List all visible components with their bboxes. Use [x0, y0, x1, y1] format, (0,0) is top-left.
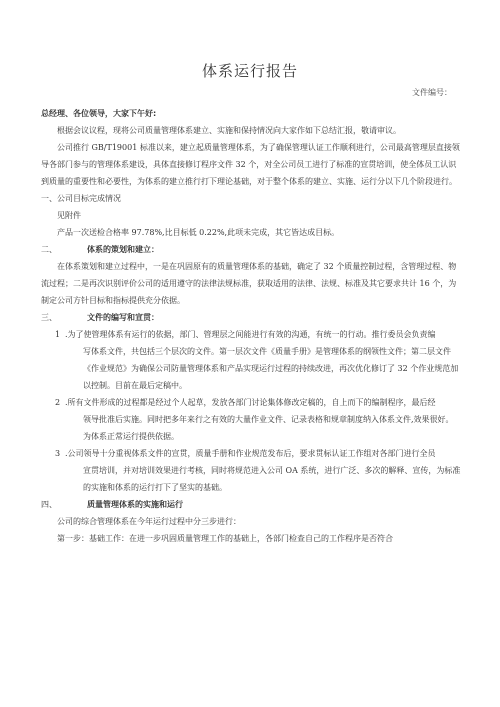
section-3-title: 文件的编写和宣贯：	[87, 313, 159, 322]
list-item-number: 2	[55, 398, 61, 407]
section-2-title: 体系的策划和建立：	[87, 245, 159, 254]
section-4-step-1: 第一步：基础工作：在进一步巩固质量管理工作的基础上，各部门检查自己的工作程序是否符合	[57, 534, 393, 543]
section-3-number: 三、	[41, 313, 57, 322]
section-4-heading	[41, 496, 461, 513]
document-title: 体系运行报告	[201, 62, 298, 80]
section-2-heading	[41, 241, 461, 258]
intro-paragraph-1: 根据会议议程，现将公司质量管理体系建立、实施和保持情况向大家作如下总结汇报，敬请审议。	[57, 126, 401, 135]
section-4-title: 质量管理体系的实施和运行	[87, 500, 183, 509]
document-number-label: 文件编号：	[412, 88, 452, 97]
section-4-number: 四、	[41, 500, 57, 509]
list-item-number: 1	[55, 330, 61, 339]
greeting: 总经理、各位领导，大家下午好:	[41, 109, 157, 118]
intro-paragraph-2: 公司推行 GB/T19001 标准以来，建立起质量管理体系，为了确保管理认证工作顺利进行，公司最高管理层直接领导各部门参与的管理体系建设，具体直接修订程序文件 32 个，对全公司员工进行了标准的宣贯培训，使全体员工认识到质量的重要性和必要性，为体系的建立推行打下理论基础，对于整个体系的建立、实施、运行分以下几个阶段进行。	[41, 143, 460, 186]
section-2-number: 二、	[41, 245, 57, 254]
section-1-title: 一、公司目标完成情况	[41, 194, 121, 203]
list-item-number: 3	[55, 449, 61, 458]
list-item	[55, 326, 461, 394]
document-body	[41, 105, 461, 547]
list-item-text: .公司领导十分重视体系文件的宣贯，质量手册和作业规范发布后，要求贯标认证工作组对各部门进行全员	[65, 449, 436, 458]
list-item-text: .为了使管理体系有运行的依据，部门、管理层之间能进行有效的沟通，有统一的行动。推行委员会负责编	[65, 330, 436, 339]
section-1-subtitle: 见附件	[57, 211, 81, 220]
list-item-continuation: 领导批准后实施。同时把多年来行之有效的大量作业文件、记录表格和规章制度纳入体系文件,效果很好。为体系正常运行提供依据。	[83, 415, 454, 441]
list-item-continuation: 写体系文件，共包括三个层次的文件。第一层次文件《质量手册》是管理体系的纲领性文件；第二层文件《作业规范》为确保公司防量管理体系和产品实现运行过程的持续改进，再次优化修订了 32 个作业规范加以控制。目前在最后定稿中。	[83, 347, 459, 390]
list-item	[55, 394, 461, 445]
list-item	[55, 445, 461, 496]
section-3-heading	[41, 309, 461, 326]
list-item-text: .所有文件形成的过程都是经过个人起草，发放各部门讨论集体修改定稿的，自上而下的编制程序，最后经	[65, 398, 436, 407]
list-item-continuation: 宣贯培训，并对培训效果进行考核，同时将规范进入公司 OA 系统，进行广泛、多次的解释、宣传，为标准的实施和体系的运行打下了坚实的基础。	[83, 466, 461, 492]
section-4-text: 公司的综合管理体系在今年运行过程中分三步进行：	[57, 517, 241, 526]
section-1-text: 产品一次送检合格率 97.78%,比目标低 0.22%,此项未完成，其它皆达成目标。	[57, 228, 340, 237]
section-2-text: 在体系策划和建立过程中，一是在巩固原有的质量管理体系的基础，确定了 32 个质量控制过程，含管理过程、物流过程；二是再次识别评价公司的适用遵守的法律法规标准，获取适用的法律、法规、标准及其它要求共计 16 个，为制定公司方针目标和指标提供充分依据。	[41, 262, 457, 305]
